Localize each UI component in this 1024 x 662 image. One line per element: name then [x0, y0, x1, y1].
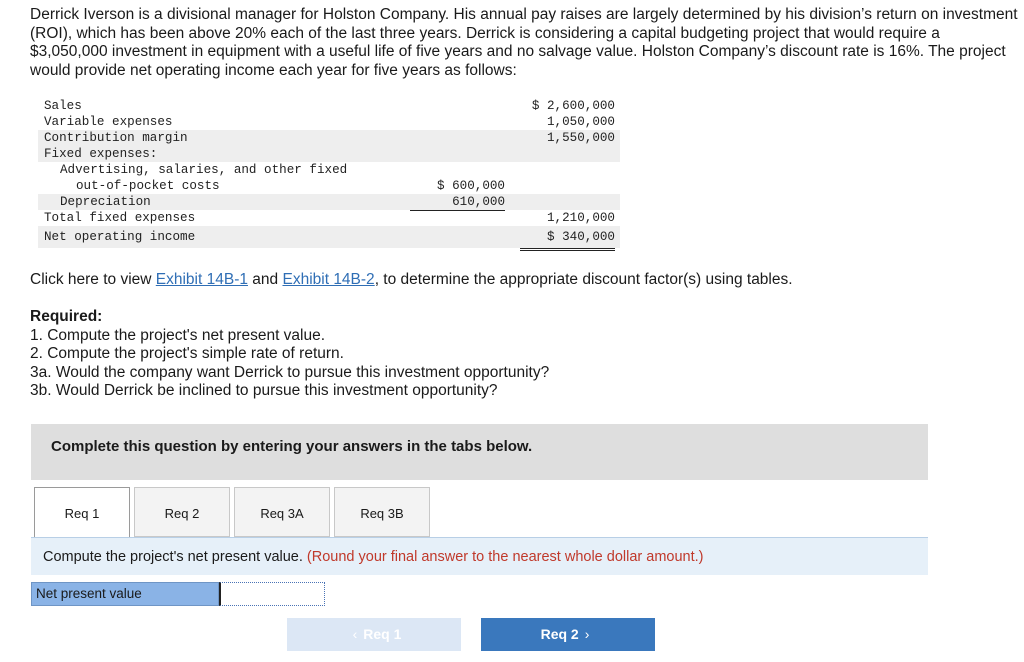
total-fixed-value: 1,210,000 [520, 210, 615, 227]
fixed-expenses-label: Fixed expenses: [44, 147, 158, 161]
exhibit-14b-2-link[interactable]: Exhibit 14B-2 [282, 271, 375, 288]
problem-intro: Derrick Iverson is a divisional manager for Holston Company. His annual pay raises are largely determined by his division’s return on investment (ROI), which has been above 20% each of the last three years. Derrick is considering a capital budgeting project that would require a $3,050,000 investment in equipment with a useful life of five years and no salvage value. Holston Company’s discount rate is 16%. The project would provide net operating income each year for five years as follows: [30, 6, 1018, 79]
out-of-pocket-value: $ 600,000 [436, 179, 505, 193]
next-req-label: Req 2 [540, 626, 579, 642]
question-text: Compute the project's net present value. [43, 549, 303, 565]
income-statement [38, 98, 620, 248]
out-of-pocket-label: out-of-pocket costs [76, 179, 220, 193]
required-heading: Required: [30, 308, 103, 325]
net-present-value-label: Net present value [31, 582, 219, 606]
contribution-margin-label: Contribution margin [44, 131, 188, 145]
tab-req-3b[interactable]: Req 3B [334, 487, 430, 537]
row-depreciation [38, 194, 620, 210]
row-sales [38, 98, 620, 114]
row-fixed-expenses-header [38, 146, 620, 162]
prev-req-button[interactable] [287, 618, 461, 651]
exhibit-and: and [252, 271, 279, 288]
tab-req-2[interactable]: Req 2 [134, 487, 230, 537]
chevron-right-icon: › [584, 626, 590, 642]
row-total-fixed [38, 210, 620, 226]
next-req-button[interactable] [481, 618, 655, 651]
required-section [30, 308, 549, 401]
net-operating-income-value: $ 340,000 [520, 226, 615, 251]
required-item-2: 2. Compute the project's simple rate of return. [30, 345, 344, 363]
net-present-value-input[interactable] [219, 582, 325, 606]
row-out-of-pocket [38, 178, 620, 194]
depreciation-value: 610,000 [410, 194, 505, 211]
chevron-left-icon: ‹ [352, 626, 358, 642]
required-item-3a: 3a. Would the company want Derrick to pursue this investment opportunity? [30, 363, 550, 381]
advertising-label: Advertising, salaries, and other fixed [60, 163, 348, 177]
sales-value: $ 2,600,000 [531, 99, 615, 113]
tab-req-1[interactable]: Req 1 [34, 487, 130, 539]
instructions-banner: Complete this question by entering your answers in the tabs below. [31, 424, 928, 480]
depreciation-label: Depreciation [60, 195, 151, 209]
question-panel [31, 537, 928, 575]
prev-req-label: Req 1 [363, 626, 402, 642]
sales-label: Sales [44, 99, 82, 113]
row-advertising [38, 162, 620, 178]
row-net-operating-income [38, 226, 620, 248]
total-fixed-label: Total fixed expenses [44, 211, 196, 225]
rounding-note: (Round your final answer to the nearest whole dollar amount.) [306, 549, 704, 565]
variable-expenses-label: Variable expenses [44, 115, 173, 129]
exhibit-instructions [30, 271, 793, 289]
tab-req-3a[interactable]: Req 3A [234, 487, 330, 537]
exhibit-14b-1-link[interactable]: Exhibit 14B-1 [155, 271, 248, 288]
contribution-margin-value: 1,550,000 [546, 131, 615, 145]
exhibit-prefix: Click here to view [30, 271, 152, 288]
row-contribution-margin [38, 130, 620, 146]
net-operating-income-label: Net operating income [44, 230, 196, 244]
exhibit-suffix: , to determine the appropriate discount factor(s) using tables. [374, 271, 793, 288]
variable-expenses-value: 1,050,000 [520, 114, 615, 131]
row-variable-expenses [38, 114, 620, 130]
required-item-1: 1. Compute the project's net present value. [30, 326, 326, 344]
required-item-3b: 3b. Would Derrick be inclined to pursue this investment opportunity? [30, 382, 498, 400]
